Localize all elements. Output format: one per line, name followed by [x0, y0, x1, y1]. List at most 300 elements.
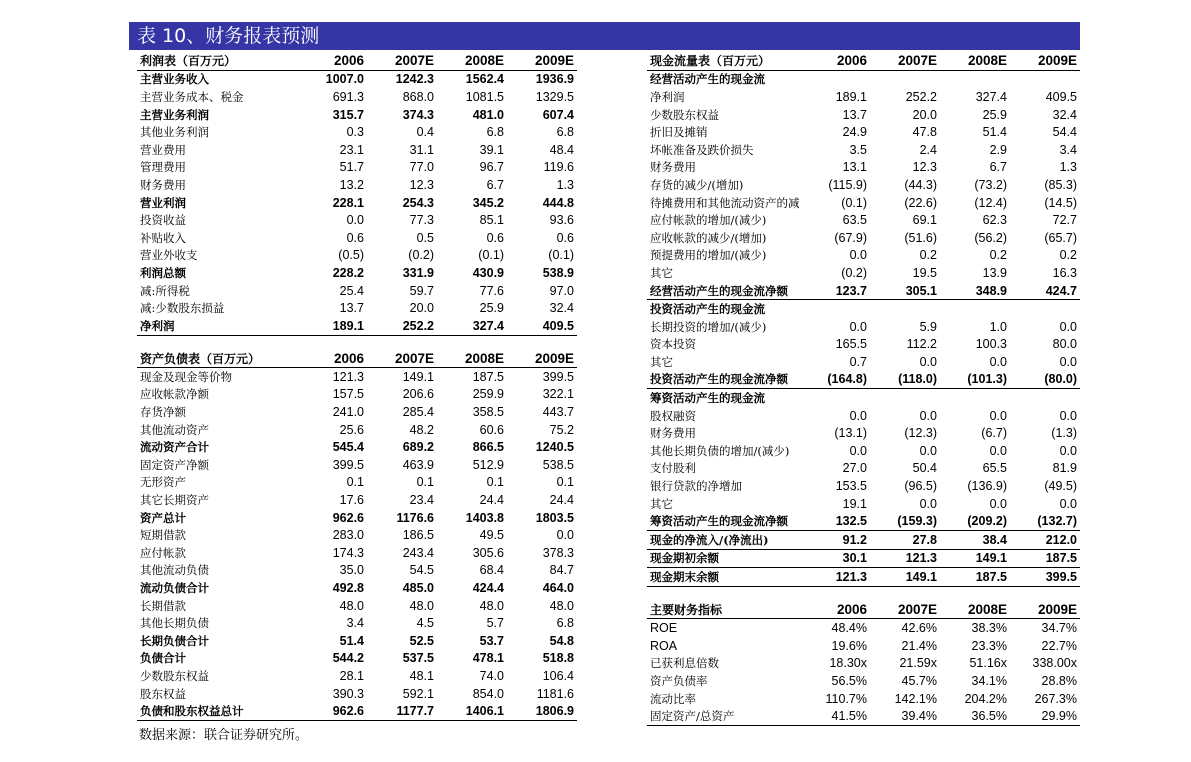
income-statement-year-header: 2008E [437, 52, 507, 70]
spacer-cell [137, 335, 297, 350]
key-ratios-value-cell: 18.30x [829, 656, 867, 671]
cash-flow-statement-year-header: 2006 [800, 52, 870, 70]
table-row [137, 562, 577, 580]
cash-flow-statement-value-cell: (132.7) [1010, 512, 1080, 530]
balance-sheet-year-header: 2007E [367, 350, 437, 368]
spacer-cell [297, 335, 367, 350]
cash-flow-statement-row-label: 现金期末余额 [647, 568, 800, 587]
cash-flow-statement-row-label: 经营活动产生的现金流 [650, 72, 765, 87]
income-statement-value-cell: 93.6 [549, 213, 574, 228]
balance-sheet-row-label: 其他长期负债 [140, 616, 209, 631]
balance-sheet-value-cell: 186.5 [402, 528, 434, 543]
income-statement-value-cell: 607.4 [542, 107, 574, 122]
balance-sheet-value-cell: 464.0 [542, 581, 574, 596]
balance-sheet-value-cell: 48.0 [409, 598, 434, 613]
table-row [647, 211, 1080, 229]
balance-sheet-value-cell: 544.2 [332, 651, 364, 666]
income-statement-value-cell: 96.7 [479, 160, 504, 175]
balance-sheet-value-cell: 68.4 [479, 563, 504, 578]
cash-flow-statement-value-cell: 165.5 [835, 337, 867, 352]
income-statement-value-cell: 85.1 [479, 213, 504, 228]
income-statement-value-cell: 20.0 [409, 301, 434, 316]
table-row [647, 512, 1080, 530]
income-statement-value-cell: 1007.0 [325, 72, 364, 87]
income-statement-row-label: 营业利润 [140, 195, 186, 210]
balance-sheet-value-cell: 54.5 [409, 563, 434, 578]
cash-flow-statement-value-cell: 1.3 [1059, 160, 1077, 175]
cash-flow-statement-value-cell: 25.9 [982, 107, 1007, 122]
balance-sheet-value-cell: 75.2 [549, 422, 574, 437]
table-row [137, 403, 577, 421]
balance-sheet-value-cell: 1240.5 [535, 440, 574, 455]
cash-flow-statement-value-cell: 0.0 [1059, 408, 1077, 423]
table-row [137, 702, 577, 720]
balance-sheet-value-cell: 1403.8 [465, 510, 504, 525]
balance-sheet-value-cell: 106.4 [542, 668, 574, 683]
key-ratios-row-label: ROE [650, 621, 678, 636]
table-row [647, 568, 1080, 587]
cash-flow-statement-value-cell: 2.4 [919, 142, 937, 157]
table-row [137, 614, 577, 632]
table-row [137, 597, 577, 615]
cash-flow-statement-row-label: 现金的净流入/(净流出) [647, 531, 800, 550]
key-ratios-value-cell: 34.1% [971, 673, 1007, 688]
table-row [137, 194, 577, 212]
balance-sheet-value-cell: 51.4 [339, 633, 364, 648]
balance-sheet-value-cell: 48.1 [409, 668, 434, 683]
income-statement-value-cell: 77.6 [479, 283, 504, 298]
cash-flow-statement-value-cell: (101.3) [940, 371, 1010, 389]
income-statement-year-header: 2007E [367, 52, 437, 70]
table-row [137, 474, 577, 492]
balance-sheet-value-cell: 492.8 [332, 581, 364, 596]
cash-flow-statement-value-cell: 187.5 [1010, 549, 1080, 568]
balance-sheet-value-cell: 5.7 [486, 616, 504, 631]
cash-flow-statement-value-cell: (12.4) [974, 195, 1007, 210]
cash-flow-statement-row-label: 银行贷款的净增加 [650, 479, 742, 494]
balance-sheet-row-label: 资产总计 [140, 510, 186, 525]
cash-flow-statement-value-cell [870, 389, 940, 407]
table-row [137, 544, 577, 562]
cash-flow-statement-value-cell: 424.7 [1010, 282, 1080, 300]
income-statement-value-cell: 1081.5 [465, 89, 504, 104]
cash-flow-statement-value-cell: 0.0 [1059, 319, 1077, 334]
income-statement-value-cell: 59.7 [409, 283, 434, 298]
key-ratios-value-cell: 110.7% [825, 691, 867, 706]
cash-flow-statement-value-cell: 0.0 [1059, 443, 1077, 458]
income-statement-value-cell: (0.5) [338, 248, 364, 263]
cash-flow-statement-row-label: 投资活动产生的现金流 [650, 302, 765, 317]
cash-flow-statement-value-cell: 32.4 [1052, 107, 1077, 122]
table-row [647, 229, 1080, 247]
balance-sheet-value-cell: 0.1 [556, 475, 574, 490]
cash-flow-statement-value-cell: 2.9 [989, 142, 1007, 157]
table-row [647, 495, 1080, 513]
balance-sheet-value-cell: 35.0 [339, 563, 364, 578]
balance-sheet-value-cell: 3.4 [346, 616, 364, 631]
table-row [647, 655, 1080, 673]
table-row [647, 672, 1080, 690]
cash-flow-statement-value-cell: 212.0 [1010, 531, 1080, 550]
cash-flow-statement-value-cell: 50.4 [912, 461, 937, 476]
key-ratios-year-header: 2009E [1010, 601, 1080, 619]
table-row [647, 407, 1080, 425]
balance-sheet-value-cell: 962.6 [297, 702, 367, 720]
cash-flow-statement-value-cell: 0.0 [989, 408, 1007, 423]
cash-flow-statement-value-cell: (6.7) [981, 426, 1007, 441]
table-row [647, 690, 1080, 708]
balance-sheet-value-cell: 24.4 [549, 493, 574, 508]
cash-flow-statement-value-cell: 24.9 [842, 125, 867, 140]
balance-sheet-value-cell: 866.5 [472, 440, 504, 455]
cash-flow-statement-year-header: 2007E [870, 52, 940, 70]
income-statement-value-cell: 119.6 [543, 160, 574, 175]
cash-flow-statement-value-cell: (67.9) [834, 230, 867, 245]
cash-flow-statement-value-cell: (85.3) [1044, 177, 1077, 192]
income-statement-value-cell: 6.7 [486, 177, 504, 192]
balance-sheet-value-cell: 48.0 [479, 598, 504, 613]
cash-flow-statement-value-cell: (209.2) [940, 512, 1010, 530]
key-ratios-row-label: 流动比率 [650, 691, 696, 706]
key-ratios-value-cell: 142.1% [894, 691, 937, 706]
income-statement-value-cell: 538.9 [542, 265, 574, 280]
balance-sheet-value-cell: 4.5 [416, 616, 434, 631]
income-statement-value-cell: 189.1 [297, 317, 367, 335]
income-statement-value-cell: 228.1 [332, 195, 364, 210]
cash-flow-statement-value-cell: 3.5 [849, 142, 867, 157]
balance-sheet-value-cell: 518.8 [542, 651, 574, 666]
income-statement-row-label: 投资收益 [140, 213, 186, 228]
balance-sheet-value-cell: 283.0 [332, 528, 364, 543]
income-statement-value-cell: 12.3 [409, 177, 434, 192]
cash-flow-statement-value-cell: 409.5 [1045, 89, 1077, 104]
cash-flow-statement-value-cell: 0.0 [919, 443, 937, 458]
cash-flow-statement-header-label: 现金流量表（百万元） [647, 52, 800, 70]
key-ratios-value-cell: 23.3% [971, 638, 1007, 653]
income-statement-row-label: 减:少数股东损益 [140, 301, 225, 316]
key-ratios-row-label: 资产负债率 [650, 673, 708, 688]
cash-flow-statement-row-label: 待摊费用和其他流动资产的减 [650, 195, 800, 210]
balance-sheet-row-label: 股东权益 [140, 686, 186, 701]
balance-sheet-value-cell: 259.9 [472, 387, 504, 402]
balance-sheet-value-cell: 187.5 [472, 369, 504, 384]
left-financial-tables [137, 52, 577, 721]
cash-flow-statement-value-cell: 112.2 [906, 337, 937, 352]
income-statement-value-cell: 868.0 [402, 89, 434, 104]
balance-sheet-row-label: 存货净额 [140, 405, 186, 420]
income-statement-value-cell: 1936.9 [535, 72, 574, 87]
cash-flow-statement-value-cell: 20.0 [912, 107, 937, 122]
cash-flow-statement-value-cell: 80.0 [1052, 337, 1077, 352]
balance-sheet-value-cell: 378.3 [542, 545, 574, 560]
balance-sheet-row-label: 其他流动负债 [140, 563, 209, 578]
cash-flow-statement-value-cell [870, 70, 940, 88]
balance-sheet-value-cell: 1176.6 [396, 510, 434, 525]
balance-sheet-value-cell: 538.5 [542, 457, 574, 472]
cash-flow-statement-value-cell: (136.9) [967, 479, 1007, 494]
balance-sheet-value-cell: 0.1 [486, 475, 504, 490]
cash-flow-statement-value-cell: 0.2 [989, 248, 1007, 263]
balance-sheet-row-label: 流动负债合计 [140, 581, 209, 596]
cash-flow-statement-value-cell: 19.5 [912, 265, 937, 280]
cash-flow-statement-value-cell: (73.2) [974, 177, 1007, 192]
cash-flow-statement-value-cell [940, 70, 1010, 88]
table-row [647, 637, 1080, 655]
table-row [647, 123, 1080, 141]
income-statement-row-label: 主营业务成本、税金 [140, 89, 244, 104]
balance-sheet-row-label: 应付帐款 [140, 545, 186, 560]
spacer-row [137, 335, 577, 350]
income-statement-value-cell: 13.2 [339, 177, 364, 192]
table-row [137, 159, 577, 177]
cash-flow-statement-value-cell: 12.3 [912, 160, 937, 175]
table-row [137, 685, 577, 703]
balance-sheet-value-cell: 962.6 [332, 510, 364, 525]
cash-flow-statement-value-cell: 6.7 [989, 160, 1007, 175]
cash-flow-statement-value-cell: (13.1) [834, 426, 867, 441]
balance-sheet-value-cell: 285.4 [402, 405, 434, 420]
table-row [647, 460, 1080, 478]
balance-sheet-year-header: 2006 [297, 350, 367, 368]
balance-sheet-value-cell: 243.4 [402, 545, 434, 560]
income-statement-value-cell: 0.4 [416, 125, 434, 140]
key-ratios-header-row [647, 601, 1080, 619]
income-statement-value-cell: 48.4 [549, 142, 574, 157]
cash-flow-statement-value-cell: 27.0 [842, 461, 867, 476]
balance-sheet-value-cell: 23.4 [409, 493, 434, 508]
cash-flow-statement-value-cell: 327.4 [975, 89, 1007, 104]
cash-flow-statement-value-cell: 187.5 [940, 568, 1010, 587]
income-statement-value-cell: 32.4 [549, 301, 574, 316]
key-ratios-value-cell: 51.16x [969, 656, 1007, 671]
balance-sheet-row-label: 其它长期资产 [140, 493, 209, 508]
table-row [137, 299, 577, 317]
income-statement-row-label: 营业费用 [140, 142, 186, 157]
income-statement-value-cell: 1562.4 [465, 72, 504, 87]
key-ratios-value-cell: 34.7% [1041, 621, 1077, 636]
key-ratios-year-header: 2006 [800, 601, 870, 619]
cash-flow-statement-row-label: 筹资活动产生的现金流 [650, 391, 765, 406]
income-statement-value-cell: 77.3 [409, 213, 434, 228]
cash-flow-statement-value-cell: 69.1 [912, 213, 937, 228]
cash-flow-statement-value-cell: 1.0 [989, 319, 1007, 334]
balance-sheet-value-cell: 17.6 [339, 493, 364, 508]
key-ratios-value-cell: 38.3% [971, 621, 1007, 636]
balance-sheet-value-cell: 485.0 [402, 581, 434, 596]
balance-sheet-value-cell: 424.4 [472, 581, 504, 596]
cash-flow-statement-value-cell: 0.0 [989, 443, 1007, 458]
balance-sheet-value-cell: 121.3 [332, 369, 364, 384]
table-row [647, 353, 1080, 371]
cash-flow-statement-header-row [647, 52, 1080, 70]
balance-sheet-value-cell: 60.6 [479, 422, 504, 437]
income-statement-value-cell: 6.8 [556, 125, 574, 140]
cash-flow-statement-value-cell: 0.0 [989, 496, 1007, 511]
cash-flow-statement-value-cell: 62.3 [982, 213, 1007, 228]
balance-sheet-value-cell: 463.9 [402, 457, 434, 472]
cash-flow-statement-row-label: 财务费用 [650, 160, 696, 175]
key-ratios-value-cell: 39.4% [870, 707, 940, 725]
income-statement-value-cell: 1329.5 [535, 89, 574, 104]
income-statement-value-cell: (0.1) [478, 248, 504, 263]
balance-sheet-value-cell: 74.0 [479, 668, 504, 683]
table-row [647, 707, 1080, 725]
cash-flow-statement-row-label: 其它 [650, 496, 673, 511]
income-statement-row-label: 减:所得税 [140, 283, 190, 298]
cash-flow-statement-row-label: 财务费用 [650, 426, 696, 441]
cash-flow-statement-value-cell: 0.0 [1059, 496, 1077, 511]
key-ratios-year-header: 2008E [940, 601, 1010, 619]
cash-flow-statement-row-label: 股权融资 [650, 408, 696, 423]
cash-flow-statement-value-cell: 0.7 [849, 354, 867, 369]
key-ratios-value-cell: 267.3% [1034, 691, 1077, 706]
income-statement-value-cell: 0.3 [346, 125, 364, 140]
cash-flow-statement-value-cell [800, 389, 870, 407]
cash-flow-statement-value-cell: 0.0 [919, 408, 937, 423]
cash-flow-statement-value-cell: 121.3 [800, 568, 870, 587]
cash-flow-statement-row-label: 坏帐准备及跌价损失 [650, 142, 754, 157]
balance-sheet-value-cell: 854.0 [472, 686, 504, 701]
cash-flow-statement-value-cell: 100.3 [975, 337, 1007, 352]
balance-sheet-row-label: 长期借款 [140, 598, 186, 613]
cash-flow-statement-row-label: 应收帐款的减少/(增加) [650, 230, 767, 245]
cash-flow-statement-row-label: 净利润 [650, 89, 685, 104]
cash-flow-statement-value-cell: 51.4 [982, 125, 1007, 140]
income-statement-value-cell: 6.8 [486, 125, 504, 140]
balance-sheet-value-cell: 0.1 [416, 475, 434, 490]
balance-sheet-value-cell: 1181.6 [536, 686, 574, 701]
balance-sheet-year-header: 2008E [437, 350, 507, 368]
income-statement-row-label: 补贴收入 [140, 230, 186, 245]
cash-flow-statement-value-cell: 63.5 [842, 213, 867, 228]
cash-flow-statement-value-cell: 399.5 [1010, 568, 1080, 587]
table-row [647, 247, 1080, 265]
balance-sheet-value-cell: 689.2 [402, 440, 434, 455]
income-statement-row-label: 营业外收支 [140, 248, 198, 263]
balance-sheet-value-cell: 399.5 [332, 457, 364, 472]
balance-sheet-value-cell: 6.8 [556, 616, 574, 631]
key-ratios-value-cell: 204.2% [964, 691, 1007, 706]
table-row [137, 247, 577, 265]
cash-flow-statement-value-cell: (44.3) [904, 177, 937, 192]
balance-sheet-value-cell: 592.1 [402, 686, 434, 701]
income-statement-value-cell: 254.3 [402, 195, 434, 210]
table-row [137, 421, 577, 439]
cash-flow-statement-value-cell: 13.1 [842, 160, 867, 175]
table-row [137, 456, 577, 474]
income-statement-value-cell: 252.2 [367, 317, 437, 335]
cash-flow-statement-value-cell: 0.0 [919, 354, 937, 369]
table-row [647, 141, 1080, 159]
table-row [647, 282, 1080, 300]
cash-flow-statement-row-label: 其它 [650, 265, 673, 280]
table-row [137, 491, 577, 509]
income-statement-value-cell: 374.3 [402, 107, 434, 122]
balance-sheet-value-cell: 1406.1 [437, 702, 507, 720]
table-row [137, 229, 577, 247]
balance-sheet-value-cell: 174.3 [332, 545, 364, 560]
cash-flow-statement-row-label: 长期投资的增加/(减少) [650, 319, 767, 334]
table-row [137, 282, 577, 300]
cash-flow-statement-row-label: 资本投资 [650, 337, 696, 352]
income-statement-row-label: 管理费用 [140, 160, 186, 175]
spacer-cell [507, 335, 577, 350]
cash-flow-statement-value-cell: 54.4 [1052, 125, 1077, 140]
key-ratios-value-cell: 21.59x [899, 656, 937, 671]
table-row [647, 176, 1080, 194]
income-statement-value-cell: 430.9 [472, 265, 504, 280]
income-statement-value-cell: 1.3 [556, 177, 574, 192]
table-row [647, 318, 1080, 336]
income-statement-value-cell: 51.7 [339, 160, 364, 175]
table-row [137, 667, 577, 685]
balance-sheet-value-cell: 390.3 [332, 686, 364, 701]
table-row [137, 386, 577, 404]
cash-flow-statement-row-label: 少数股东权益 [650, 107, 719, 122]
cash-flow-statement-value-cell: (14.5) [1044, 195, 1077, 210]
table-row [647, 300, 1080, 318]
balance-sheet-header-label: 资产负债表（百万元） [137, 350, 297, 368]
spacer-row [647, 586, 1080, 601]
income-statement-header-row [137, 52, 577, 70]
balance-sheet-year-header: 2009E [507, 350, 577, 368]
balance-sheet-row-label: 少数股东权益 [140, 668, 209, 683]
cash-flow-statement-value-cell: 0.0 [849, 443, 867, 458]
income-statement-value-cell: 25.4 [339, 283, 364, 298]
table-row [647, 159, 1080, 177]
cash-flow-statement-value-cell [1010, 70, 1080, 88]
cash-flow-statement-value-cell: (118.0) [870, 371, 940, 389]
table-row [137, 176, 577, 194]
balance-sheet-value-cell: 53.7 [479, 633, 504, 648]
balance-sheet-value-cell: 149.1 [402, 369, 434, 384]
balance-sheet-value-cell: 1177.7 [367, 702, 437, 720]
cash-flow-statement-value-cell: (49.5) [1044, 479, 1077, 494]
cash-flow-statement-value-cell: 252.2 [905, 89, 937, 104]
key-ratios-value-cell: 338.00x [1032, 656, 1077, 671]
balance-sheet-value-cell: 28.1 [339, 668, 364, 683]
key-ratios-value-cell: 56.5% [831, 673, 867, 688]
income-statement-header-label: 利润表（百万元） [137, 52, 297, 70]
income-statement-year-header: 2006 [297, 52, 367, 70]
balance-sheet-value-cell: 512.9 [472, 457, 504, 472]
report-title: 表 10、财务报表预测 [129, 22, 1080, 50]
cash-flow-statement-value-cell: (65.7) [1044, 230, 1077, 245]
income-statement-row-label: 利润总额 [140, 265, 186, 280]
cash-flow-statement-value-cell: 0.0 [989, 354, 1007, 369]
income-statement-value-cell: 444.8 [542, 195, 574, 210]
income-statement-row-label: 主营业务利润 [140, 107, 209, 122]
cash-flow-statement-row-label: 折旧及摊销 [650, 125, 708, 140]
cash-flow-statement-value-cell: 81.9 [1052, 461, 1077, 476]
table-row [137, 632, 577, 650]
balance-sheet-value-cell: 241.0 [332, 405, 364, 420]
cash-flow-statement-value-cell: 149.1 [940, 549, 1010, 568]
table-row [647, 88, 1080, 106]
table-row [647, 371, 1080, 389]
table-row [647, 389, 1080, 407]
cash-flow-statement-value-cell: (159.3) [870, 512, 940, 530]
income-statement-year-header: 2009E [507, 52, 577, 70]
income-statement-value-cell: 31.1 [409, 142, 434, 157]
cash-flow-statement-row-label: 应付帐款的增加/(减少) [650, 213, 767, 228]
cash-flow-statement-value-cell: 0.2 [1059, 248, 1077, 263]
balance-sheet-value-cell: 443.7 [542, 405, 574, 420]
cash-flow-statement-row-label: 筹资活动产生的现金流净额 [647, 512, 800, 530]
cash-flow-statement-value-cell: (0.2) [841, 265, 867, 280]
table-row [137, 368, 577, 386]
balance-sheet-value-cell: 358.5 [472, 405, 504, 420]
